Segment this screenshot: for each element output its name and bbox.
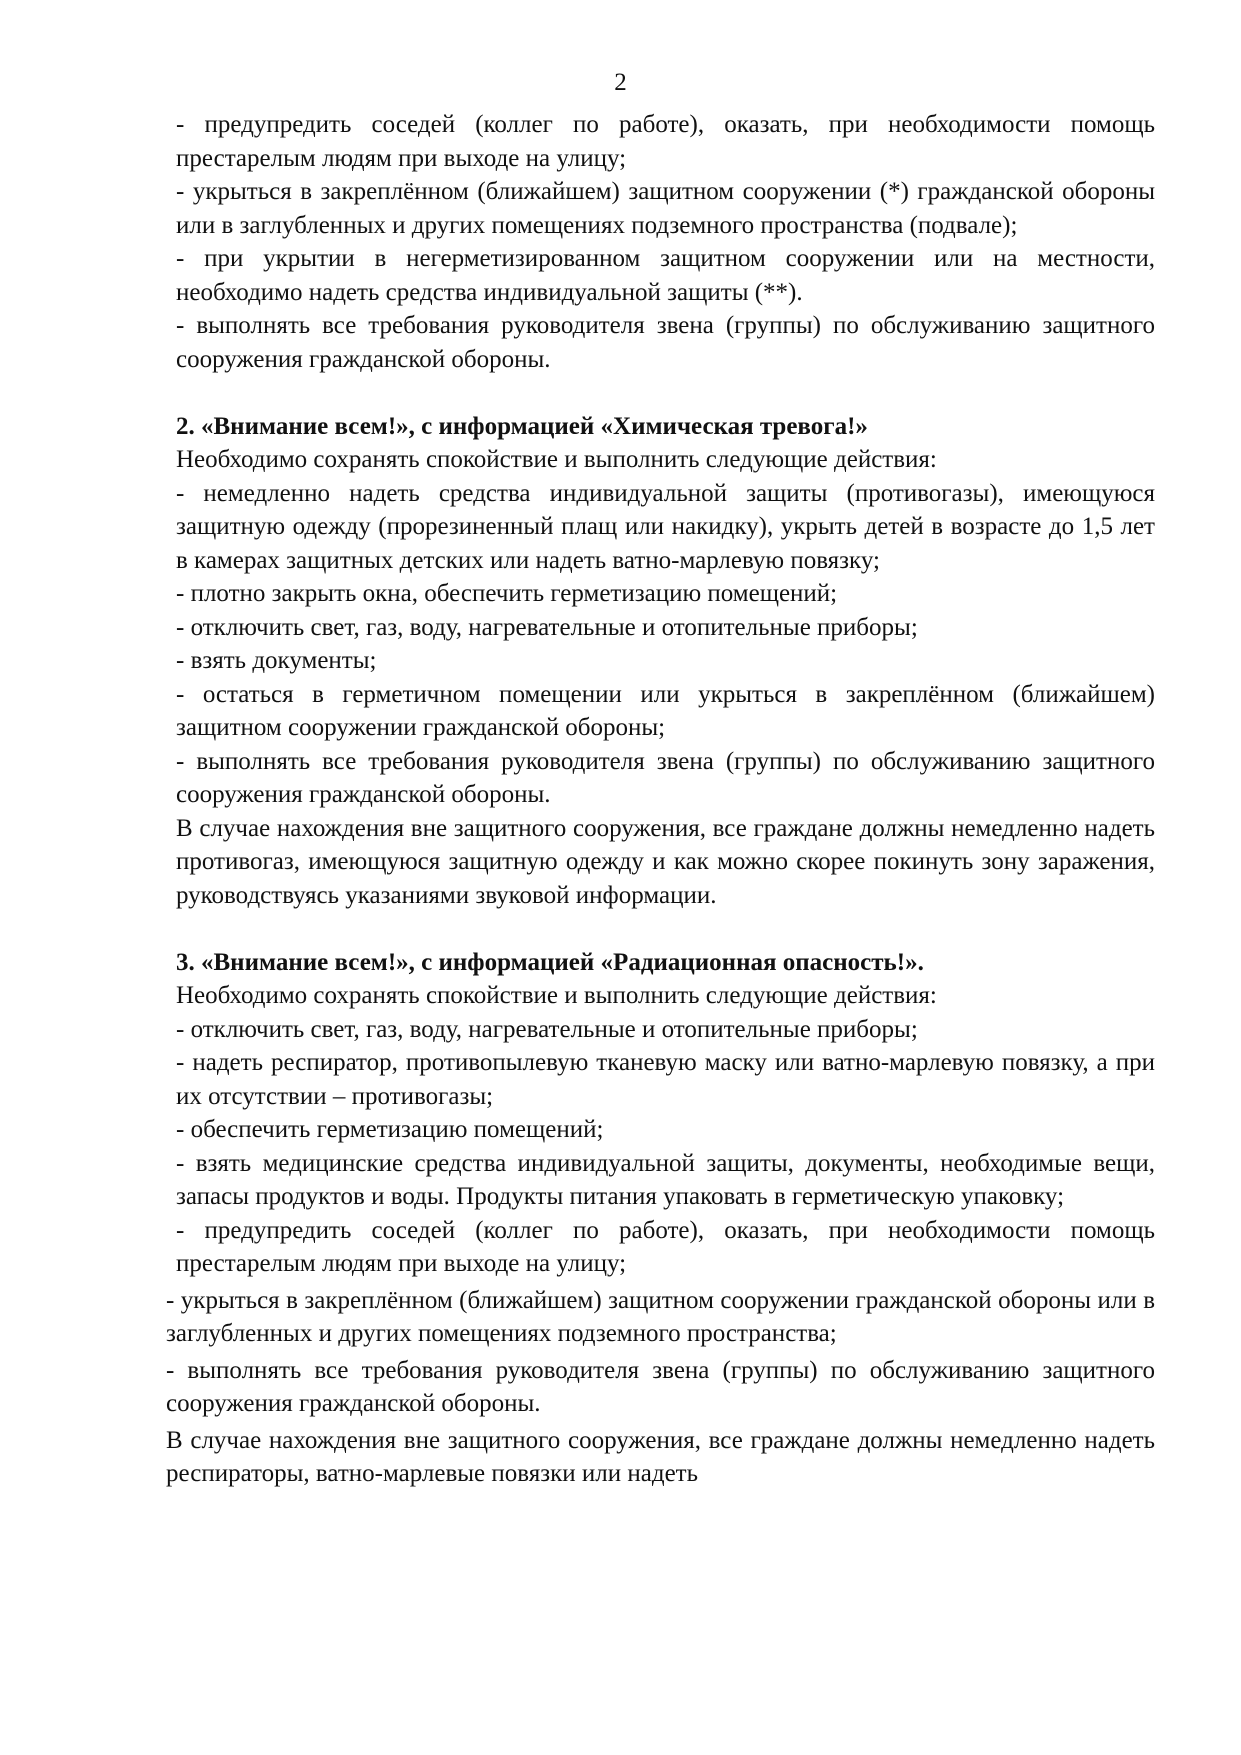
list-item: - обеспечить герметизацию помещений; [176,1116,604,1143]
paragraph-spacer [176,376,1155,410]
list-item: - предупредить соседей (коллег по работе), оказать, при необходимости помощь престарелым людям при выходе на улицу; [176,111,1155,172]
list-item: - предупредить соседей (коллег по работе), оказать, при необходимости помощь престарелым людям при выходе на улицу; [176,1216,1155,1277]
list-item: - выполнять все требования руководителя звена (группы) по обслуживанию защитного сооружения гражданской обороны. [166,1356,1155,1417]
list-item: - взять медицинские средства индивидуальной защиты, документы, необходимые вещи, запасы продуктов и воды. Продукты питания упаковать в герметическую упаковку; [176,1149,1155,1210]
list-item: - укрыться в закреплённом (ближайшем) защитном сооружении гражданской обороны или в заглубленных и других помещениях подземного пространства; [166,1286,1155,1347]
list-item: - укрыться в закреплённом (ближайшем) защитном сооружении (*) гражданской обороны или в заглубленных и других помещениях подземного пространства (подвале); [176,178,1155,239]
section-note: В случае нахождения вне защитного сооружения, все граждане должны немедленно надеть респираторы, ватно-марлевые повязки или надеть [166,1426,1155,1487]
section-heading: 2. «Внимание всем!», с информацией «Химическая тревога!» [176,412,868,440]
list-item: - плотно закрыть окна, обеспечить герметизацию помещений; [176,580,838,607]
section-1-continuation [176,108,1155,376]
list-item: - немедленно надеть средства индивидуальной защиты (противогазы), имеющуюся защитную одежду (прорезиненный плащ или накидку), укрыть детей в возрасте до 1,5 лет в камерах защитных детских или надеть ватно-марлевую повязку; [176,479,1155,574]
list-item: - при укрытии в негерметизированном защитном сооружении или на местности, необходимо надеть средства индивидуальной защиты (**). [176,245,1155,306]
section-note: В случае нахождения вне защитного сооружения, все граждане должны немедленно надеть противогаз, имеющуюся защитную одежду и как можно скорее покинуть зону заражения, руководствуясь указаниями звуковой информации. [176,814,1155,909]
section-2 [176,410,1155,913]
list-item: - остаться в герметичном помещении или укрыться в закреплённом (ближайшем) защитном сооружении гражданской обороны; [176,680,1155,741]
paragraph-spacer [176,912,1155,946]
list-item: - отключить свет, газ, воду, нагревательные и отопительные приборы; [176,1015,918,1043]
document-body [166,108,1155,1491]
list-item: - выполнять все требования руководителя звена (группы) по обслуживанию защитного сооружения гражданской обороны. [176,747,1155,808]
section-intro: Необходимо сохранять спокойствие и выполнить следующие действия: [176,446,937,473]
list-item: - надеть респиратор, противопылевую тканевую маску или ватно-марлевую повязку, а при их отсутствии – противогазы; [176,1049,1155,1110]
section-intro: Необходимо сохранять спокойствие и выполнить следующие действия: [176,982,937,1009]
list-item: - взять документы; [176,647,377,674]
page-number: 2 [614,69,627,96]
section-3 [166,946,1155,1491]
section-heading: 3. «Внимание всем!», с информацией «Радиационная опасность!». [176,948,924,976]
list-item: - выполнять все требования руководителя звена (группы) по обслуживанию защитного сооружения гражданской обороны. [176,312,1155,373]
list-item: - отключить свет, газ, воду, нагревательные и отопительные приборы; [176,613,918,641]
